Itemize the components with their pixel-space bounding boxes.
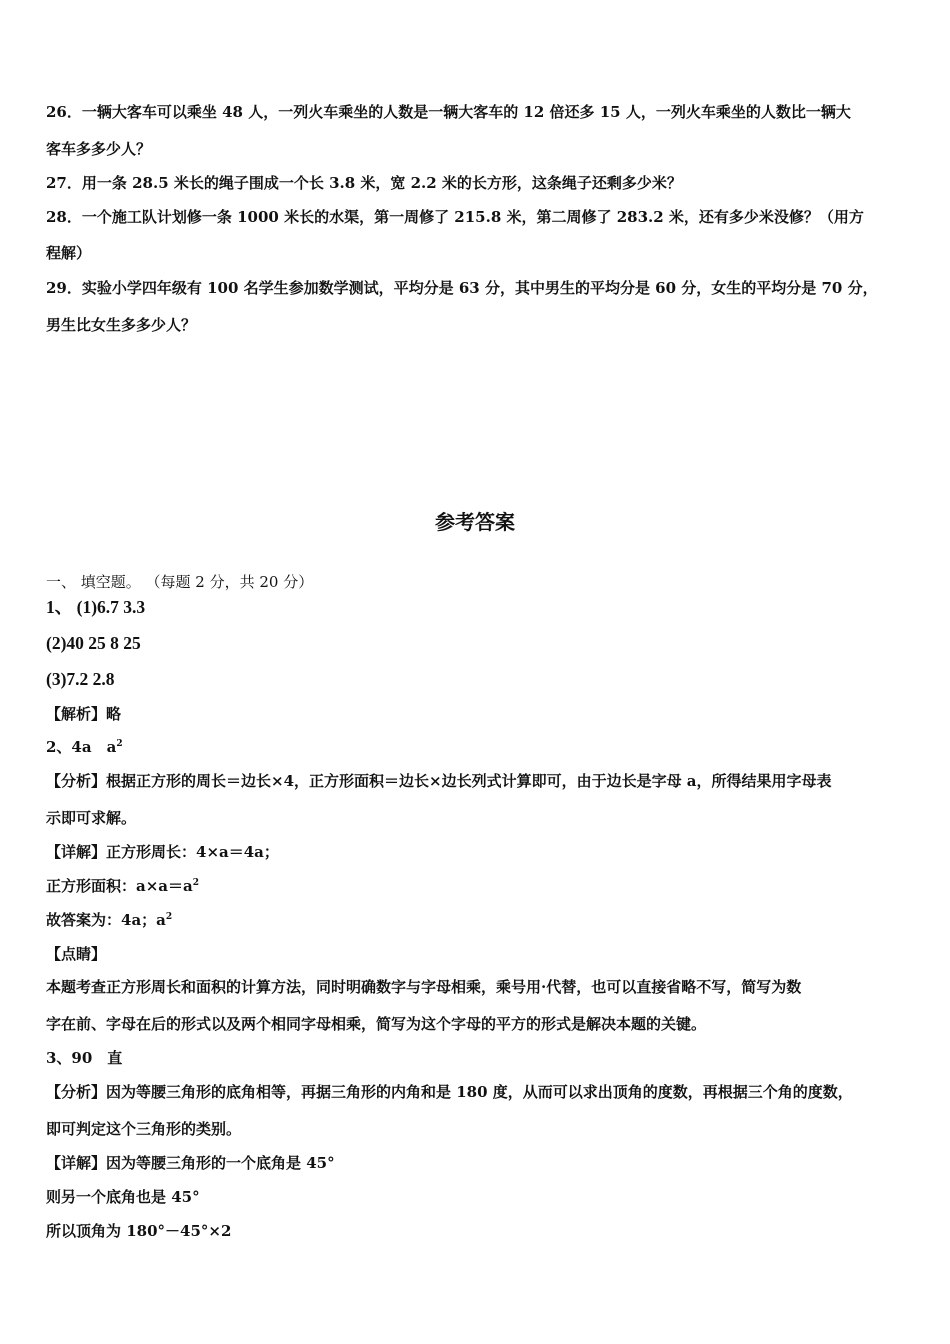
answer-2-area-sup: 2 [192, 878, 199, 888]
answer-2-xiangjie: 【详解】正方形周长：4×a＝4a； [46, 843, 279, 861]
answer-2-heading-text: 2、4a a [46, 738, 117, 756]
question-29-line-2: 男生比女生多多少人？ [46, 316, 197, 334]
answer-2-dianjing-line-2: 字在前、字母在后的形式以及两个相同字母相乘，简写为这个字母的平方的形式是解决本题的关键。 [46, 1015, 707, 1033]
answer-3-fenxi-line-2: 即可判定这个三角形的类别。 [46, 1120, 242, 1138]
answer-2-fenxi-line-1: 【分析】根据正方形的周长＝边长×4，正方形面积＝边长×边长列式计算即可，由于边长是字母 a，所得结果用字母表 [46, 772, 832, 790]
question-29-line-1: 29．实验小学四年级有 100 名学生参加数学测试，平均分是 63 分，其中男生的平均分是 60 分，女生的平均分是 70 分， [46, 279, 878, 297]
answer-3-line-2: 则另一个底角也是 45° [46, 1188, 200, 1206]
answers-title: 参考答案 [435, 510, 515, 534]
answer-2-dianjing: 【点睛】 [46, 945, 107, 963]
question-28-line-1: 28．一个施工队计划修一条 1000 米长的水渠，第一周修了 215.8 米，第二周修了 283.2 米，还有多少米没修？（用方 [46, 208, 864, 226]
question-27: 27．用一条 28.5 米长的绳子围成一个长 3.8 米，宽 2.2 米的长方形，这条绳子还剩多少米？ [46, 174, 682, 192]
answer-1-line-2: (2)40 25 8 25 [46, 633, 141, 653]
answer-2-heading [46, 737, 914, 757]
answer-1-line-1: 1、 (1)6.7 3.3 [46, 597, 146, 617]
question-26-line-1: 26．一辆大客车可以乘坐 48 人，一列火车乘坐的人数是一辆大客车的 12 倍还多 15 人，一列火车乘坐的人数比一辆大 [46, 103, 851, 121]
answer-1-line-3: (3)7.2 2.8 [46, 669, 115, 689]
answer-3-fenxi-line-1: 【分析】因为等腰三角形的底角相等，再据三角形的内角和是 180 度，从而可以求出顶角的度数，再根据三个角的度数， [46, 1083, 853, 1101]
section-1-heading: 一、 填空题。 （每题 2 分，共 20 分） [46, 573, 314, 591]
answer-3-xiangjie: 【详解】因为等腰三角形的一个底角是 45° [46, 1154, 335, 1172]
answer-2-final [46, 910, 914, 930]
answer-2-final-text: 故答案为：4a；a [46, 911, 166, 929]
answer-1-analysis: 【解析】略 [46, 705, 122, 723]
answer-2-heading-sup: 2 [116, 739, 123, 749]
answer-2-final-sup: 2 [165, 912, 173, 922]
answer-2-dianjing-line-1: 本题考查正方形周长和面积的计算方法，同时明确数字与字母相乘，乘号用·代替，也可以直接省略不写，简写为数 [46, 978, 802, 996]
answer-2-area [46, 876, 914, 896]
answer-3-line-3: 所以顶角为 180°－45°×2 [46, 1222, 232, 1240]
answer-2-area-text: 正方形面积：a×a＝a [46, 877, 193, 895]
answer-2-fenxi-line-2: 示即可求解。 [46, 809, 137, 827]
question-26-line-2: 客车多多少人？ [46, 140, 152, 158]
question-28-line-2: 程解） [46, 244, 92, 262]
answer-3-heading: 3、90 直 [46, 1049, 123, 1067]
